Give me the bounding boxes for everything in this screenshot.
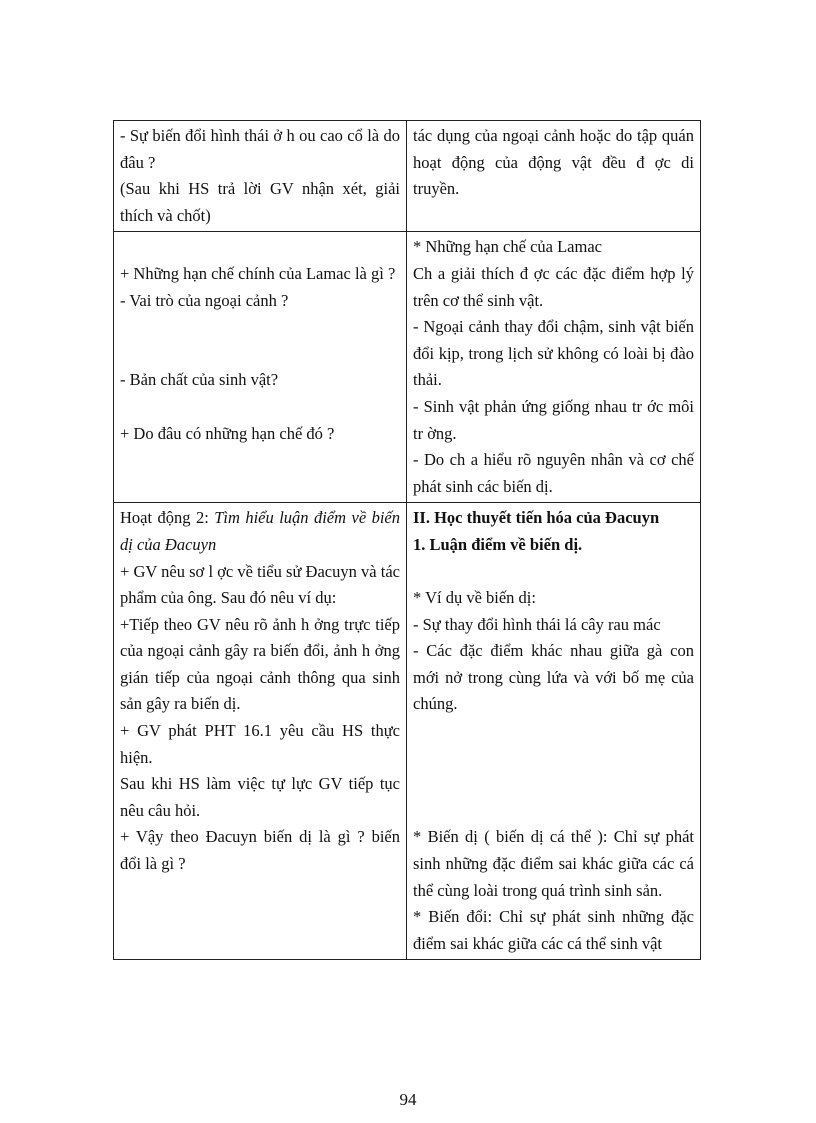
answer: Ch a giải thích đ ợc các đặc điểm hợp lý trên cơ thể sinh vật. xyxy=(413,263,694,310)
lesson-table xyxy=(113,120,701,960)
example-heading: * Ví dụ về biến dị: xyxy=(413,588,536,608)
cell-text: (Sau khi HS trả lời GV nhận xét, giải thích và chốt) xyxy=(120,179,400,225)
answer: - Do ch a hiểu rõ nguyên nhân và cơ chế phát sinh các biến dị. xyxy=(413,450,694,496)
answer: - Sinh vật phản ứng giống nhau tr ớc môi tr ờng. xyxy=(413,396,694,443)
example-item: - Các đặc điểm khác nhau giữa gà con mới nở trong cùng lứa và với bố mẹ của chúng. xyxy=(413,641,694,714)
answer: - Ngoại cảnh thay đổi chậm, sinh vật biến đổi kịp, trong lịch sử không có loài bị đào thải. xyxy=(413,317,694,390)
activity-title: Tìm hiểu luận điểm về biến dị của Đacuyn xyxy=(120,508,400,554)
question: + Do đâu có những hạn chế đó ? xyxy=(120,423,335,443)
activity-heading xyxy=(120,505,400,558)
paragraph: + Vậy theo Đacuyn biến dị là gì ? biến đổi là gì ? xyxy=(120,827,400,874)
section-title: II. Học thuyết tiến hóa của Đacuyn xyxy=(413,508,660,528)
page-number: 94 xyxy=(399,1090,417,1109)
content-cell xyxy=(407,503,701,960)
definition: * Biến đổi: Chỉ sự phát sinh những đặc điểm sai khác giữa các cá thể sinh vật xyxy=(413,907,694,953)
question: - Vai trò của ngoại cảnh ? xyxy=(120,290,289,310)
content-cell xyxy=(407,121,701,232)
teacher-cell xyxy=(114,232,407,503)
example-item: - Sự thay đổi hình thái lá cây rau mác xyxy=(413,614,661,634)
question: + Những hạn chế chính của Lamac là gì ? xyxy=(120,263,396,283)
paragraph: + GV nêu sơ l ợc về tiểu sử Đacuyn và tác phẩm của ông. Sau đó nêu ví dụ: xyxy=(120,561,400,608)
cell-text: tác dụng của ngoại cảnh hoặc do tập quán hoạt động của động vật đều đ ợc di truyền. xyxy=(413,126,694,199)
teacher-cell xyxy=(114,121,407,232)
section-heading: * Những hạn chế của Lamac xyxy=(413,237,602,257)
definition: * Biến dị ( biến dị cá thể ): Chỉ sự phát sinh những đặc điểm sai khác giữa các cá thể cùng loài trong quá trình sinh sản. xyxy=(413,827,694,900)
subsection-title: 1. Luận điểm về biến dị. xyxy=(413,534,583,554)
table-row xyxy=(114,121,701,232)
teacher-cell xyxy=(114,503,407,960)
content-cell xyxy=(407,232,701,503)
paragraph: Sau khi HS làm việc tự lực GV tiếp tục nêu câu hỏi. xyxy=(120,774,400,820)
question: - Bản chất của sinh vật? xyxy=(120,370,279,390)
table-row xyxy=(114,503,701,960)
activity-prefix: Hoạt động 2: xyxy=(120,508,215,528)
cell-text: - Sự biến đổi hình thái ở h ou cao cổ là do đâu ? xyxy=(120,126,400,172)
paragraph: + GV phát PHT 16.1 yêu cầu HS thực hiện. xyxy=(120,721,400,767)
paragraph: +Tiếp theo GV nêu rõ ảnh h ởng trực tiếp của ngoại cảnh gây ra biến đổi, ảnh h ởng gián tiếp của ngoại cảnh thông qua sinh sản gây ra biến dị. xyxy=(120,614,400,714)
table-row xyxy=(114,232,701,503)
